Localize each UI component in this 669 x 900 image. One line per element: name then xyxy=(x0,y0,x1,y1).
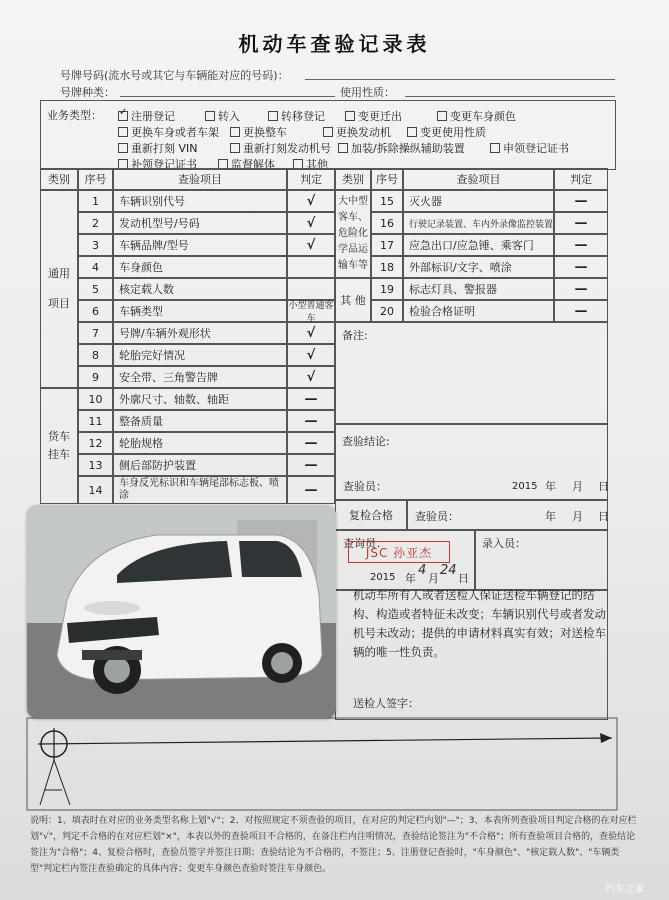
row-judge-right: — xyxy=(554,256,608,278)
recheck-year-suffix: 年 xyxy=(545,510,556,523)
business-option[interactable] xyxy=(407,124,486,140)
checkbox-icon[interactable] xyxy=(490,143,500,153)
business-option[interactable] xyxy=(230,140,331,156)
row-number: 2 xyxy=(78,212,113,234)
use-type-label: 使用性质： xyxy=(340,86,395,99)
row-judge-right: — xyxy=(554,234,608,256)
category-truck xyxy=(40,388,78,504)
row-judge xyxy=(287,256,335,278)
business-option-label: 转入 xyxy=(218,110,240,123)
business-option[interactable] xyxy=(338,140,465,156)
checkbox-icon[interactable] xyxy=(437,111,447,121)
category-general xyxy=(40,190,78,388)
row-judge-right: — xyxy=(554,278,608,300)
recheck-inspector-label: 查验员： xyxy=(415,510,459,523)
entry-label: 录入员： xyxy=(482,537,526,550)
row-item: 核定载人数 xyxy=(113,278,287,300)
business-option-label: 注册登记 xyxy=(131,110,175,123)
row-judge-right: — xyxy=(554,300,608,322)
plate-type-label: 号牌种类： xyxy=(60,86,115,99)
review-day: 24 xyxy=(440,563,457,578)
footnote: 说明：1、填表时在对应的业务类型名称上划"√"；2、对按照规定不须查验的项目，在对应的判定栏内划"—"；3、本表所列查验项目判定合格的在对应栏划"√"，判定不合格的在对应栏划"×"，本表以外的查验项目不合格的，在备注栏内注明情况，查验结论签注为"不合格"；所有查验项目合格的，查验结论签注为"合格"；4、复检合格时，查验员签字并签注日期；查验结论为不合格的，不签注；5、注册登记查验时，"车身颜色"、"核定载人数"、"车辆类型"判定栏内签注查验确定的具体内容；变更车身颜色查验时签注车身颜色。 xyxy=(30,816,637,874)
header-category-right: 类别 xyxy=(335,168,371,190)
inspect-day-suffix: 日 xyxy=(598,480,609,493)
remarks-box: 备注: xyxy=(335,322,608,424)
row-judge-right: — xyxy=(554,190,608,212)
business-option[interactable] xyxy=(230,124,287,140)
row-item: 车辆类型 xyxy=(113,300,287,322)
row-item: 车辆识别代号 xyxy=(113,190,287,212)
plate-type-line xyxy=(120,96,335,97)
header-no-right: 序号 xyxy=(371,168,403,190)
checkbox-icon[interactable] xyxy=(338,143,348,153)
row-number: 13 xyxy=(78,454,113,476)
recheck-label: 复检合格 xyxy=(335,500,407,530)
business-option[interactable] xyxy=(323,124,391,140)
row-number-right: 15 xyxy=(371,190,403,212)
row-number: 7 xyxy=(78,322,113,344)
plate-number-line xyxy=(305,79,615,80)
row-judge: — xyxy=(287,454,335,476)
checkbox-icon[interactable] xyxy=(118,111,128,121)
checkbox-icon[interactable] xyxy=(323,127,333,137)
business-option-label: 其他 xyxy=(306,158,328,171)
row-judge: √ xyxy=(287,212,335,234)
inspector-label: 查验员： xyxy=(343,480,387,493)
business-option[interactable] xyxy=(118,124,219,140)
watermark: 汽车之家 xyxy=(605,884,645,895)
row-judge: — xyxy=(287,432,335,454)
inspect-year: 2015 xyxy=(512,481,538,492)
business-option[interactable] xyxy=(490,140,569,156)
row-item: 侧后部防护装置 xyxy=(113,454,287,476)
row-number: 3 xyxy=(78,234,113,256)
category-general-line2: 项目 xyxy=(48,297,70,310)
business-option-label: 更换整车 xyxy=(243,126,287,139)
business-option[interactable] xyxy=(118,108,175,124)
recheck-day-suffix: 日 xyxy=(598,510,609,523)
row-item: 外廓尺寸、轴数、轴距 xyxy=(113,388,287,410)
checkbox-icon[interactable] xyxy=(268,111,278,121)
row-judge: √ xyxy=(287,190,335,212)
header-category: 类别 xyxy=(40,168,78,190)
row-number-right: 20 xyxy=(371,300,403,322)
row-item-right: 外部标识/文字、喷涂 xyxy=(403,256,554,278)
category-other: 其 他 xyxy=(335,278,371,322)
category-truck-line1: 货车 xyxy=(48,430,70,443)
review-month-suffix: 月 xyxy=(428,572,439,585)
business-option[interactable] xyxy=(437,108,516,124)
row-number: 4 xyxy=(78,256,113,278)
business-option-label: 监督解体 xyxy=(231,158,275,171)
business-option-label: 更换车身或者车架 xyxy=(131,126,219,139)
use-type-line xyxy=(405,96,615,97)
row-judge: √ xyxy=(287,366,335,388)
row-judge xyxy=(287,278,335,300)
row-number-right: 19 xyxy=(371,278,403,300)
header-no: 序号 xyxy=(78,168,113,190)
review-month: 4 xyxy=(418,563,427,578)
category-truck-line2: 挂车 xyxy=(48,448,70,461)
row-judge: √ xyxy=(287,234,335,256)
row-judge: — xyxy=(287,476,335,504)
row-number: 12 xyxy=(78,432,113,454)
category-bus: 大中型客车、危险化学品运输车等 xyxy=(335,190,371,278)
row-number-right: 16 xyxy=(371,212,403,234)
business-option-label: 补领登记证书 xyxy=(131,158,197,171)
business-option[interactable] xyxy=(345,108,402,124)
row-item-right: 灭火器 xyxy=(403,190,554,212)
row-item: 整备质量 xyxy=(113,410,287,432)
row-number: 10 xyxy=(78,388,113,410)
row-item: 发动机型号/号码 xyxy=(113,212,287,234)
plate-number-label: 号牌号码(流水号或其它与车辆能对应的号码)： xyxy=(60,69,289,82)
row-number: 11 xyxy=(78,410,113,432)
review-year-suffix: 年 xyxy=(405,572,416,585)
business-option-label: 变更使用性质 xyxy=(420,126,486,139)
row-item-right: 应急出口/应急锤、乘客门 xyxy=(403,234,554,256)
row-item: 轮胎规格 xyxy=(113,432,287,454)
row-item: 车辆品牌/型号 xyxy=(113,234,287,256)
row-number: 14 xyxy=(78,476,113,504)
minivan-image xyxy=(27,505,336,718)
header-item-right: 查验项目 xyxy=(403,168,554,190)
header-item: 查验项目 xyxy=(113,168,287,190)
row-judge: — xyxy=(287,388,335,410)
row-number: 8 xyxy=(78,344,113,366)
checkbox-icon[interactable] xyxy=(118,143,128,153)
row-item-right: 行驶记录装置、车内外录像监控装置 xyxy=(403,212,554,234)
row-item: 车身颜色 xyxy=(113,256,287,278)
row-judge-right: — xyxy=(554,212,608,234)
business-option[interactable] xyxy=(118,140,198,156)
row-number: 9 xyxy=(78,366,113,388)
form-title: 机动车查验记录表 xyxy=(238,32,431,56)
row-judge: √ xyxy=(287,322,335,344)
category-general-line1: 通用 xyxy=(48,267,70,280)
business-option-label: 变更车身颜色 xyxy=(450,110,516,123)
business-option-label: 更换发动机 xyxy=(336,126,391,139)
header-judge-right: 判定 xyxy=(554,168,608,190)
inspect-year-suffix: 年 xyxy=(545,480,556,493)
business-option-label: 申领登记证书 xyxy=(503,142,569,155)
review-day-suffix: 日 xyxy=(458,572,469,585)
header-judge: 判定 xyxy=(287,168,335,190)
row-item-right: 检验合格证明 xyxy=(403,300,554,322)
row-number: 5 xyxy=(78,278,113,300)
business-type-label: 业务类型： xyxy=(47,109,102,122)
business-option-label: 重新打刻 VIN xyxy=(131,142,198,155)
declaration-text: 机动车所有人或者送检人保证送检车辆登记的结构、构造或者特征未改变；车辆识别代号或者发动机号未改动；提供的申请材料真实有效；对送检车辆的唯一性负责。 xyxy=(353,588,606,659)
row-number: 6 xyxy=(78,300,113,322)
checkbox-icon[interactable] xyxy=(230,143,240,153)
business-option-label: 重新打刻发动机号 xyxy=(243,142,331,155)
row-item: 车身反光标识和车辆尾部标志板、喷涂 xyxy=(113,476,287,504)
row-number-right: 18 xyxy=(371,256,403,278)
inspect-month-suffix: 月 xyxy=(572,480,583,493)
row-judge: 小型普通客车 xyxy=(288,301,334,324)
review-year: 2015 xyxy=(370,572,396,583)
row-item: 轮胎完好情况 xyxy=(113,344,287,366)
signature-label: 送检人签字： xyxy=(353,697,419,710)
row-item: 号牌/车辆外观形状 xyxy=(113,322,287,344)
review-label: 查询员： xyxy=(343,537,387,550)
row-number-right: 17 xyxy=(371,234,403,256)
business-option-label: 转移登记 xyxy=(281,110,325,123)
checkbox-icon[interactable] xyxy=(205,111,215,121)
checkbox-icon[interactable] xyxy=(345,111,355,121)
conclusion-label: 查验结论: xyxy=(342,435,390,448)
row-number: 1 xyxy=(78,190,113,212)
row-item-right: 标志灯具、警报器 xyxy=(403,278,554,300)
business-option-label: 变更迁出 xyxy=(358,110,402,123)
business-option-label: 加装/拆除操纵辅助装置 xyxy=(351,142,465,155)
row-item: 安全带、三角警告牌 xyxy=(113,366,287,388)
checkbox-icon[interactable] xyxy=(118,127,128,137)
row-judge: √ xyxy=(287,344,335,366)
inspector-stamp: JSC 孙亚杰 xyxy=(348,541,450,563)
checkbox-icon[interactable] xyxy=(407,127,417,137)
checkbox-icon[interactable] xyxy=(230,127,240,137)
row-judge: — xyxy=(287,410,335,432)
business-option[interactable] xyxy=(205,108,240,124)
business-option[interactable] xyxy=(268,108,325,124)
recheck-month-suffix: 月 xyxy=(572,510,583,523)
vehicle-photo xyxy=(27,505,336,718)
